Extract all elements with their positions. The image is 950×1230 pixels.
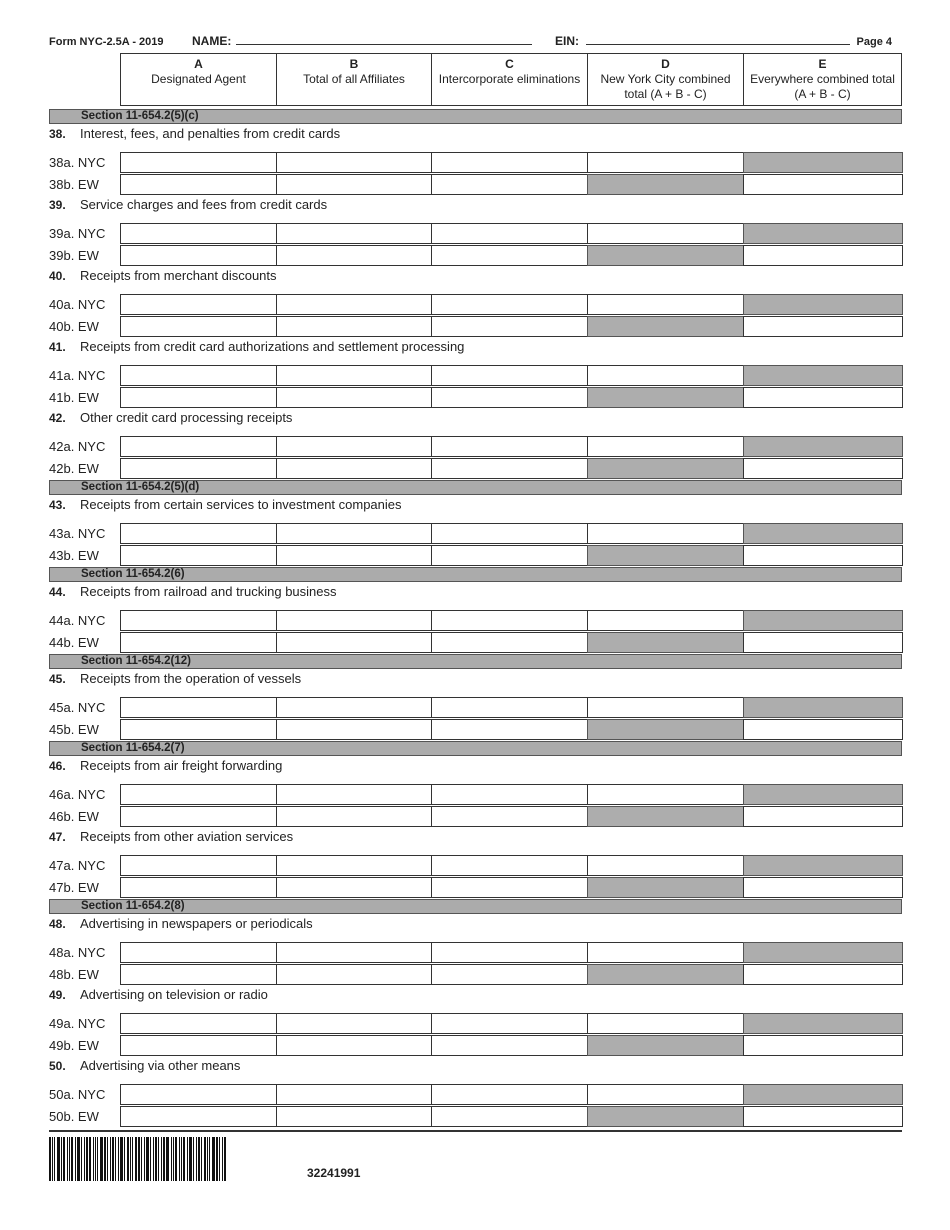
row-label-nyc: 46a. NYC xyxy=(49,787,106,802)
column-label: Total of all Affiliates xyxy=(303,72,405,86)
line-number: 40. xyxy=(49,269,66,283)
row-label-nyc: 42a. NYC xyxy=(49,439,106,454)
amount-cell-c[interactable] xyxy=(431,632,588,653)
line-description: Advertising on television or radio xyxy=(80,987,268,1002)
amount-cell-b[interactable] xyxy=(276,1106,432,1127)
line-description: Receipts from credit card authorizations and settlement processing xyxy=(80,339,465,354)
barcode-bar xyxy=(132,1137,133,1181)
amount-cell-e xyxy=(743,223,903,244)
barcode-bar xyxy=(171,1137,172,1181)
column-label: Designated Agent xyxy=(151,72,246,86)
barcode-bar xyxy=(77,1137,80,1181)
amount-cell-b[interactable] xyxy=(276,245,432,266)
amount-cell-c[interactable] xyxy=(431,877,588,898)
barcode-bar xyxy=(75,1137,76,1181)
barcode-bar xyxy=(222,1137,223,1181)
amount-cell-a[interactable] xyxy=(120,1106,277,1127)
barcode-bar xyxy=(89,1137,91,1181)
amount-cell-b[interactable] xyxy=(276,545,432,566)
amount-cell-d xyxy=(587,964,744,985)
amount-cell-d[interactable] xyxy=(587,1013,744,1034)
amount-cell-d xyxy=(587,1106,744,1127)
amount-cell-a[interactable] xyxy=(120,784,277,805)
amount-cell-e xyxy=(743,436,903,457)
amount-cell-a[interactable] xyxy=(120,152,277,173)
amount-cell-d[interactable] xyxy=(587,365,744,386)
column-letter: D xyxy=(661,57,670,71)
amount-cell-e[interactable] xyxy=(743,964,903,985)
amount-cell-a[interactable] xyxy=(120,877,277,898)
amount-cell-b[interactable] xyxy=(276,316,432,337)
barcode-bar xyxy=(189,1137,192,1181)
amount-cell-b[interactable] xyxy=(276,436,432,457)
amount-cell-c[interactable] xyxy=(431,152,588,173)
amount-cell-c[interactable] xyxy=(431,942,588,963)
line-number: 47. xyxy=(49,830,66,844)
barcode-bar xyxy=(71,1137,73,1181)
barcode-bar xyxy=(150,1137,151,1181)
row-label-ew: 43b. EW xyxy=(49,548,99,563)
column-header-a xyxy=(120,53,276,106)
amount-cell-a[interactable] xyxy=(120,697,277,718)
column-header-d xyxy=(587,53,743,106)
line-title xyxy=(49,758,282,774)
amount-cell-c[interactable] xyxy=(431,294,588,315)
column-letter: E xyxy=(818,57,827,71)
amount-cell-d[interactable] xyxy=(587,610,744,631)
row-label-ew: 44b. EW xyxy=(49,635,99,650)
line-description: Receipts from the operation of vessels xyxy=(80,671,302,686)
line-title xyxy=(49,197,327,213)
barcode-bar xyxy=(63,1137,65,1181)
barcode-bar xyxy=(163,1137,165,1181)
barcode-bar xyxy=(54,1137,55,1181)
line-description: Advertising via other means xyxy=(80,1058,241,1073)
row-label-ew: 45b. EW xyxy=(49,722,99,737)
section-header: Section 11-654.2(8) xyxy=(49,899,902,914)
amount-cell-e[interactable] xyxy=(743,719,903,740)
ein-field[interactable] xyxy=(586,44,850,45)
amount-cell-d xyxy=(587,1035,744,1056)
barcode-bar xyxy=(120,1137,123,1181)
barcode-number: 32241991 xyxy=(307,1166,361,1180)
barcode-bar xyxy=(144,1137,145,1181)
amount-cell-b[interactable] xyxy=(276,152,432,173)
column-header-c xyxy=(431,53,587,106)
line-description: Receipts from air freight forwarding xyxy=(80,758,283,773)
line-description: Receipts from other aviation services xyxy=(80,829,294,844)
barcode-bar xyxy=(118,1137,119,1181)
amount-cell-b[interactable] xyxy=(276,458,432,479)
amount-cell-a[interactable] xyxy=(120,942,277,963)
column-header-e xyxy=(743,53,902,106)
row-label-nyc: 44a. NYC xyxy=(49,613,106,628)
line-number: 48. xyxy=(49,917,66,931)
amount-cell-e xyxy=(743,294,903,315)
barcode-bar xyxy=(69,1137,70,1181)
amount-cell-d xyxy=(587,458,744,479)
barcode-bar xyxy=(166,1137,169,1181)
amount-cell-a[interactable] xyxy=(120,436,277,457)
amount-cell-a[interactable] xyxy=(120,223,277,244)
ein-label: EIN: xyxy=(555,34,579,48)
barcode-bar xyxy=(112,1137,114,1181)
barcode-bar xyxy=(183,1137,185,1181)
amount-cell-c[interactable] xyxy=(431,223,588,244)
row-label-nyc: 48a. NYC xyxy=(49,945,106,960)
line-number: 46. xyxy=(49,759,66,773)
row-label-nyc: 43a. NYC xyxy=(49,526,106,541)
line-number: 43. xyxy=(49,498,66,512)
barcode-bar xyxy=(86,1137,88,1181)
amount-cell-a[interactable] xyxy=(120,610,277,631)
amount-cell-a[interactable] xyxy=(120,294,277,315)
barcode-bar xyxy=(52,1137,53,1181)
barcode-bar xyxy=(155,1137,157,1181)
column-header-b xyxy=(276,53,431,106)
amount-cell-c[interactable] xyxy=(431,245,588,266)
amount-cell-b[interactable] xyxy=(276,294,432,315)
section-header: Section 11-654.2(5)(c) xyxy=(49,109,902,124)
amount-cell-e xyxy=(743,610,903,631)
barcode-bar xyxy=(201,1137,202,1181)
barcode-bar xyxy=(93,1137,94,1181)
line-title xyxy=(49,1058,240,1074)
line-title xyxy=(49,497,402,513)
amount-cell-d xyxy=(587,877,744,898)
amount-cell-b[interactable] xyxy=(276,964,432,985)
barcode-bar xyxy=(193,1137,194,1181)
amount-cell-c[interactable] xyxy=(431,174,588,195)
amount-cell-e xyxy=(743,1084,903,1105)
amount-cell-e[interactable] xyxy=(743,245,903,266)
barcode-bar xyxy=(198,1137,200,1181)
barcode-bar xyxy=(179,1137,180,1181)
amount-cell-a[interactable] xyxy=(120,245,277,266)
amount-cell-a[interactable] xyxy=(120,523,277,544)
line-description: Receipts from certain services to investment companies xyxy=(80,497,402,512)
barcode-bar xyxy=(95,1137,96,1181)
line-description: Receipts from railroad and trucking business xyxy=(80,584,337,599)
amount-cell-d xyxy=(587,245,744,266)
amount-cell-c[interactable] xyxy=(431,855,588,876)
amount-cell-d xyxy=(587,174,744,195)
amount-cell-e[interactable] xyxy=(743,316,903,337)
barcode-bar xyxy=(97,1137,98,1181)
row-label-ew: 40b. EW xyxy=(49,319,99,334)
row-label-ew: 41b. EW xyxy=(49,390,99,405)
amount-cell-b[interactable] xyxy=(276,365,432,386)
barcode-bar xyxy=(224,1137,226,1181)
line-title xyxy=(49,671,301,687)
line-title xyxy=(49,829,293,845)
amount-cell-d[interactable] xyxy=(587,697,744,718)
row-label-ew: 38b. EW xyxy=(49,177,99,192)
amount-cell-d[interactable] xyxy=(587,294,744,315)
section-header: Section 11-654.2(7) xyxy=(49,741,902,756)
amount-cell-d xyxy=(587,806,744,827)
barcode-bar xyxy=(49,1137,51,1181)
amount-cell-e[interactable] xyxy=(743,545,903,566)
barcode-bar xyxy=(110,1137,111,1181)
row-label-nyc: 50a. NYC xyxy=(49,1087,106,1102)
line-number: 49. xyxy=(49,988,66,1002)
line-number: 50. xyxy=(49,1059,66,1073)
amount-cell-e[interactable] xyxy=(743,458,903,479)
row-label-ew: 46b. EW xyxy=(49,809,99,824)
amount-cell-a[interactable] xyxy=(120,316,277,337)
barcode-bar xyxy=(175,1137,177,1181)
column-letter: A xyxy=(194,57,203,71)
barcode-bar xyxy=(153,1137,154,1181)
line-description: Other credit card processing receipts xyxy=(80,410,293,425)
bottom-rule xyxy=(49,1130,902,1132)
barcode xyxy=(49,1137,245,1181)
barcode-bar xyxy=(187,1137,188,1181)
amount-cell-d xyxy=(587,632,744,653)
amount-cell-a[interactable] xyxy=(120,174,277,195)
amount-cell-e xyxy=(743,855,903,876)
amount-cell-a[interactable] xyxy=(120,545,277,566)
amount-cell-b[interactable] xyxy=(276,1035,432,1056)
line-title xyxy=(49,410,292,426)
barcode-bar xyxy=(196,1137,197,1181)
barcode-bar xyxy=(204,1137,206,1181)
amount-cell-a[interactable] xyxy=(120,855,277,876)
amount-cell-e xyxy=(743,523,903,544)
line-title xyxy=(49,268,277,284)
amount-cell-c[interactable] xyxy=(431,458,588,479)
amount-cell-d[interactable] xyxy=(587,223,744,244)
column-label: Everywhere combined total (A + B - C) xyxy=(750,72,895,101)
amount-cell-d xyxy=(587,719,744,740)
amount-cell-c[interactable] xyxy=(431,387,588,408)
amount-cell-e xyxy=(743,697,903,718)
page-number: Page 4 xyxy=(856,36,892,48)
line-number: 41. xyxy=(49,340,66,354)
amount-cell-a[interactable] xyxy=(120,632,277,653)
amount-cell-c[interactable] xyxy=(431,1013,588,1034)
column-label: New York City combined total (A + B - C) xyxy=(600,72,731,101)
line-title xyxy=(49,916,313,932)
amount-cell-c[interactable] xyxy=(431,806,588,827)
amount-cell-d[interactable] xyxy=(587,855,744,876)
line-description: Advertising in newspapers or periodicals xyxy=(80,916,313,931)
barcode-bar xyxy=(124,1137,125,1181)
amount-cell-b[interactable] xyxy=(276,632,432,653)
column-label: Intercorporate eliminations xyxy=(438,72,581,86)
amount-cell-c[interactable] xyxy=(431,523,588,544)
section-header: Section 11-654.2(6) xyxy=(49,567,902,582)
line-description: Interest, fees, and penalties from credit cards xyxy=(80,126,341,141)
amount-cell-a[interactable] xyxy=(120,806,277,827)
column-headers xyxy=(120,53,902,106)
amount-cell-b[interactable] xyxy=(276,942,432,963)
amount-cell-d[interactable] xyxy=(587,942,744,963)
row-label-ew: 50b. EW xyxy=(49,1109,99,1124)
amount-cell-a[interactable] xyxy=(120,1035,277,1056)
row-label-nyc: 47a. NYC xyxy=(49,858,106,873)
row-label-nyc: 38a. NYC xyxy=(49,155,106,170)
line-number: 39. xyxy=(49,198,66,212)
amount-cell-d[interactable] xyxy=(587,523,744,544)
row-label-nyc: 41a. NYC xyxy=(49,368,106,383)
amount-cell-d xyxy=(587,316,744,337)
amount-cell-c[interactable] xyxy=(431,719,588,740)
form-id: Form NYC-2.5A - 2019 xyxy=(49,36,164,48)
amount-cell-b[interactable] xyxy=(276,784,432,805)
row-label-nyc: 45a. NYC xyxy=(49,700,106,715)
amount-cell-e[interactable] xyxy=(743,1035,903,1056)
amount-cell-a[interactable] xyxy=(120,1084,277,1105)
amount-cell-e[interactable] xyxy=(743,174,903,195)
amount-cell-e[interactable] xyxy=(743,387,903,408)
amount-cell-b[interactable] xyxy=(276,719,432,740)
amount-cell-c[interactable] xyxy=(431,316,588,337)
amount-cell-c[interactable] xyxy=(431,436,588,457)
barcode-bar xyxy=(158,1137,159,1181)
line-title xyxy=(49,126,340,142)
amount-cell-e xyxy=(743,1013,903,1034)
amount-cell-b[interactable] xyxy=(276,1013,432,1034)
amount-cell-c[interactable] xyxy=(431,545,588,566)
column-letter: B xyxy=(349,57,359,71)
line-number: 45. xyxy=(49,672,66,686)
line-number: 44. xyxy=(49,585,66,599)
barcode-bar xyxy=(219,1137,220,1181)
amount-cell-e xyxy=(743,784,903,805)
amount-cell-b[interactable] xyxy=(276,806,432,827)
amount-cell-b[interactable] xyxy=(276,1084,432,1105)
amount-cell-b[interactable] xyxy=(276,223,432,244)
row-label-ew: 39b. EW xyxy=(49,248,99,263)
section-header: Section 11-654.2(5)(d) xyxy=(49,480,902,495)
amount-cell-b[interactable] xyxy=(276,387,432,408)
amount-cell-c[interactable] xyxy=(431,1084,588,1105)
amount-cell-d xyxy=(587,387,744,408)
line-number: 38. xyxy=(49,127,66,141)
barcode-bar xyxy=(84,1137,85,1181)
amount-cell-b[interactable] xyxy=(276,877,432,898)
amount-cell-c[interactable] xyxy=(431,1035,588,1056)
barcode-bar xyxy=(209,1137,210,1181)
barcode-bar xyxy=(173,1137,174,1181)
row-label-nyc: 40a. NYC xyxy=(49,297,106,312)
barcode-bar xyxy=(216,1137,218,1181)
section-header: Section 11-654.2(12) xyxy=(49,654,902,669)
line-number: 42. xyxy=(49,411,66,425)
line-title xyxy=(49,987,268,1003)
amount-cell-b[interactable] xyxy=(276,610,432,631)
amount-cell-e xyxy=(743,942,903,963)
barcode-bar xyxy=(81,1137,82,1181)
barcode-bar xyxy=(61,1137,62,1181)
amount-cell-c[interactable] xyxy=(431,964,588,985)
line-description: Service charges and fees from credit cards xyxy=(80,197,328,212)
name-label: NAME: xyxy=(192,34,232,48)
form-header xyxy=(49,33,902,51)
amount-cell-c[interactable] xyxy=(431,1106,588,1127)
amount-cell-c[interactable] xyxy=(431,365,588,386)
barcode-bar xyxy=(212,1137,215,1181)
amount-cell-c[interactable] xyxy=(431,697,588,718)
amount-cell-d[interactable] xyxy=(587,784,744,805)
barcode-bar xyxy=(57,1137,60,1181)
barcode-bar xyxy=(127,1137,129,1181)
amount-cell-b[interactable] xyxy=(276,697,432,718)
row-label-nyc: 39a. NYC xyxy=(49,226,106,241)
barcode-bar xyxy=(161,1137,162,1181)
line-description: Receipts from merchant discounts xyxy=(80,268,277,283)
barcode-bar xyxy=(104,1137,106,1181)
barcode-bar xyxy=(181,1137,182,1181)
line-title xyxy=(49,584,337,600)
barcode-bar xyxy=(207,1137,208,1181)
barcode-bar xyxy=(141,1137,142,1181)
amount-cell-b[interactable] xyxy=(276,174,432,195)
amount-cell-d xyxy=(587,545,744,566)
amount-cell-d[interactable] xyxy=(587,152,744,173)
barcode-bar xyxy=(115,1137,116,1181)
barcode-bar xyxy=(130,1137,131,1181)
amount-cell-a[interactable] xyxy=(120,365,277,386)
row-label-ew: 47b. EW xyxy=(49,880,99,895)
barcode-bar xyxy=(107,1137,108,1181)
amount-cell-e xyxy=(743,365,903,386)
amount-cell-e[interactable] xyxy=(743,1106,903,1127)
amount-cell-c[interactable] xyxy=(431,784,588,805)
amount-cell-a[interactable] xyxy=(120,458,277,479)
amount-cell-d[interactable] xyxy=(587,436,744,457)
barcode-bar xyxy=(138,1137,140,1181)
barcode-bar xyxy=(67,1137,68,1181)
row-label-ew: 48b. EW xyxy=(49,967,99,982)
row-label-ew: 42b. EW xyxy=(49,461,99,476)
amount-cell-a[interactable] xyxy=(120,387,277,408)
amount-cell-b[interactable] xyxy=(276,855,432,876)
row-label-nyc: 49a. NYC xyxy=(49,1016,106,1031)
amount-cell-e[interactable] xyxy=(743,877,903,898)
amount-cell-e xyxy=(743,152,903,173)
barcode-bar xyxy=(135,1137,137,1181)
amount-cell-a[interactable] xyxy=(120,964,277,985)
name-field[interactable] xyxy=(236,44,532,45)
barcode-bar xyxy=(100,1137,103,1181)
amount-cell-a[interactable] xyxy=(120,1013,277,1034)
column-letter: C xyxy=(505,57,514,71)
amount-cell-b[interactable] xyxy=(276,523,432,544)
amount-cell-e[interactable] xyxy=(743,806,903,827)
amount-cell-a[interactable] xyxy=(120,719,277,740)
barcode-bar xyxy=(146,1137,149,1181)
amount-cell-c[interactable] xyxy=(431,610,588,631)
line-title xyxy=(49,339,464,355)
amount-cell-e[interactable] xyxy=(743,632,903,653)
amount-cell-d[interactable] xyxy=(587,1084,744,1105)
row-label-ew: 49b. EW xyxy=(49,1038,99,1053)
